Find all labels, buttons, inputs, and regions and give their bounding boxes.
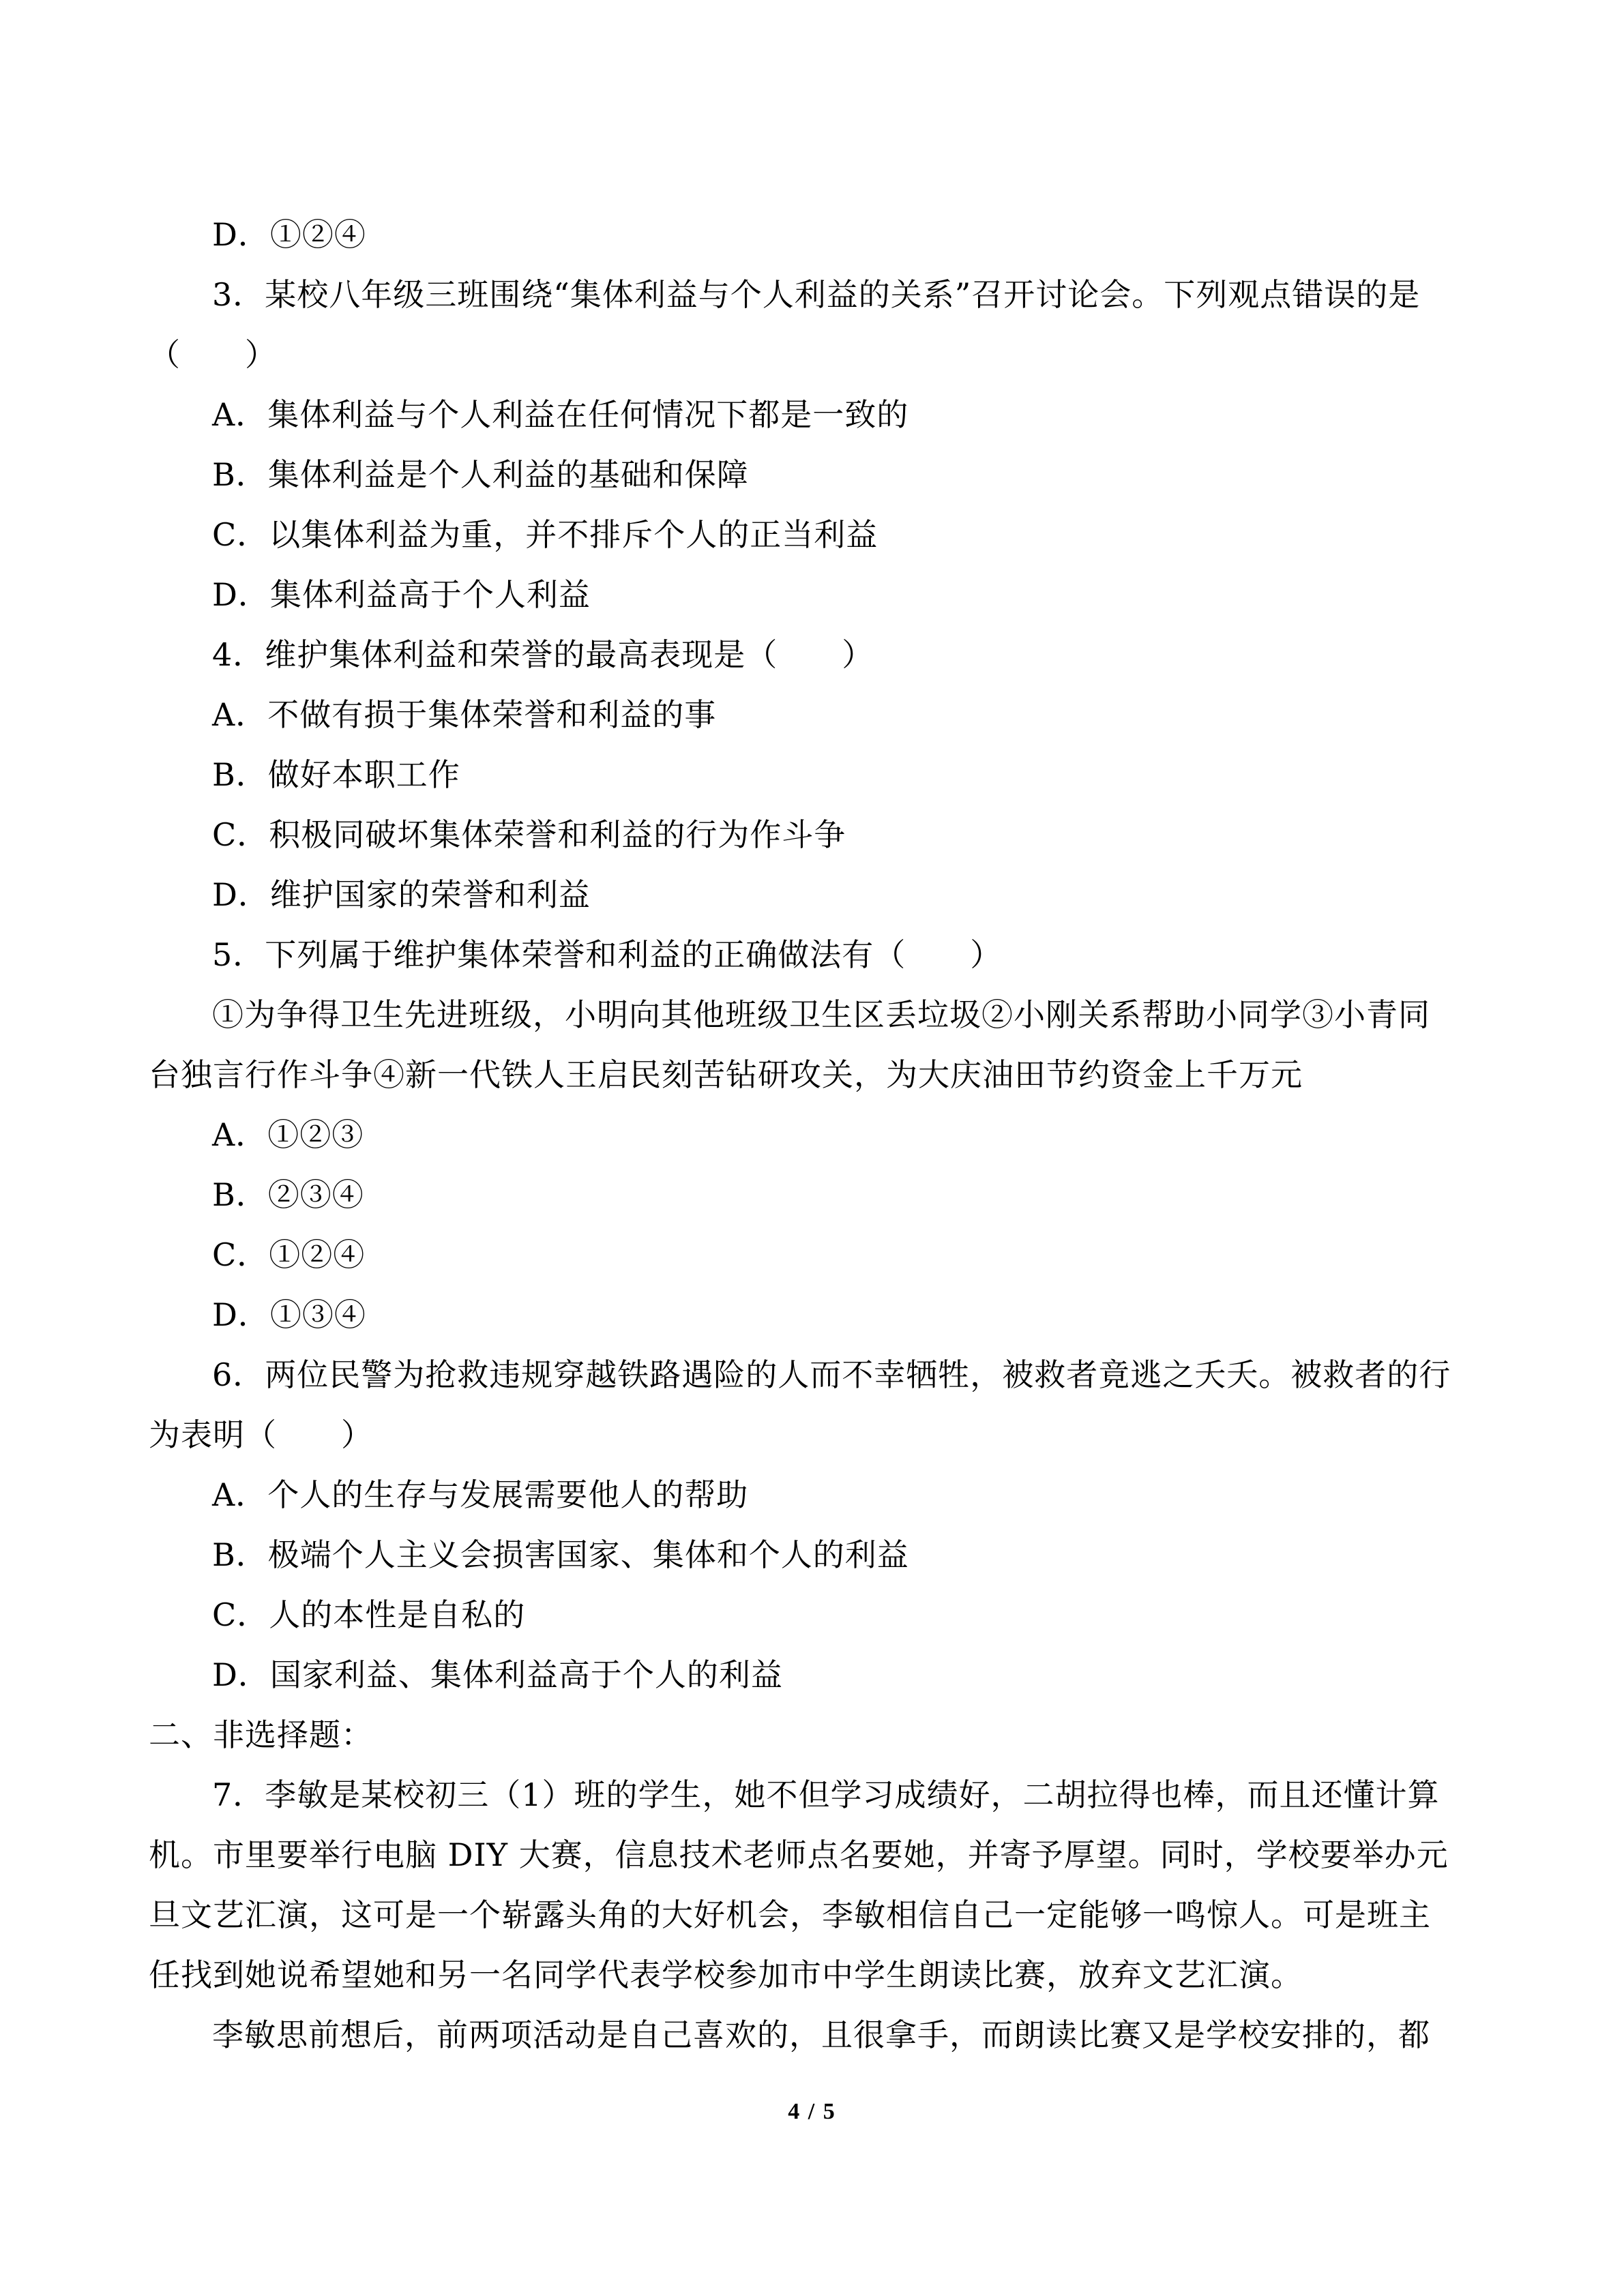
text-line-16: A．①②③	[212, 1116, 364, 1153]
text-line-01: D．①②④	[212, 216, 366, 253]
text-line-24: C．人的本性是自私的	[212, 1596, 526, 1633]
text-line-30: 任找到她说希望她和另一名同学代表学校参加市中学生朗读比赛，放弃文艺汇演。	[149, 1956, 1303, 1993]
text-line-18: C．①②④	[212, 1236, 366, 1273]
text-line-05: B．集体利益是个人利益的基础和保障	[212, 456, 749, 493]
section-heading: 二、非选择题：	[149, 1716, 373, 1753]
text-line-17: B．②③④	[212, 1176, 364, 1213]
text-line-12: D．维护国家的荣誉和利益	[212, 876, 591, 913]
text-line-11: C．积极同破坏集体荣誉和利益的行为作斗争	[212, 816, 846, 853]
text-line-31: 李敏思前想后，前两项活动是自己喜欢的，且很拿手，而朗读比赛又是学校安排的，都	[212, 2016, 1430, 2053]
text-line-03: （ ）	[149, 336, 277, 373]
text-line-08: 4．维护集体利益和荣誉的最高表现是（ ）	[212, 636, 874, 673]
text-line-28: 机。市里要举行电脑 DIY 大赛，信息技术老师点名要她，并寄予厚望。同时，学校要举办元	[149, 1836, 1449, 1873]
text-line-20: 6．两位民警为抢救违规穿越铁路遇险的人而不幸牺牲，被救者竟逃之夭夭。被救者的行	[212, 1356, 1451, 1393]
text-line-13: 5．下列属于维护集体荣誉和利益的正确做法有（ ）	[212, 936, 1003, 973]
page-number: 4 / 5	[788, 2099, 836, 2124]
text-line-19: D．①③④	[212, 1296, 366, 1333]
text-line-22: A．个人的生存与发展需要他人的帮助	[212, 1476, 749, 1513]
text-line-25: D．国家利益、集体利益高于个人的利益	[212, 1656, 783, 1693]
document-body	[149, 205, 1475, 2065]
text-line-07: D．集体利益高于个人利益	[212, 576, 591, 613]
text-line-21: 为表明（ ）	[149, 1416, 373, 1453]
text-line-06: C．以集体利益为重，并不排斥个人的正当利益	[212, 516, 879, 553]
text-line-27: 7．李敏是某校初三（1）班的学生，她不但学习成绩好，二胡拉得也棒，而且还懂计算	[212, 1776, 1440, 1813]
text-line-04: A．集体利益与个人利益在任何情况下都是一致的	[212, 396, 909, 433]
text-line-02: 3．某校八年级三班围绕“集体利益与个人利益的关系”召开讨论会。下列观点错误的是	[212, 276, 1421, 313]
text-line-29: 旦文艺汇演，这可是一个崭露头角的大好机会，李敏相信自己一定能够一鸣惊人。可是班主	[149, 1896, 1431, 1933]
text-line-23: B．极端个人主义会损害国家、集体和个人的利益	[212, 1536, 909, 1573]
text-line-10: B．做好本职工作	[212, 756, 460, 793]
text-line-09: A．不做有损于集体荣誉和利益的事	[212, 696, 717, 733]
text-line-14: ①为争得卫生先进班级，小明向其他班级卫生区丢垃圾②小刚关系帮助小同学③小青同	[212, 996, 1430, 1033]
text-line-15: 台独言行作斗争④新一代铁人王启民刻苦钻研攻关，为大庆油田节约资金上千万元	[149, 1056, 1303, 1093]
